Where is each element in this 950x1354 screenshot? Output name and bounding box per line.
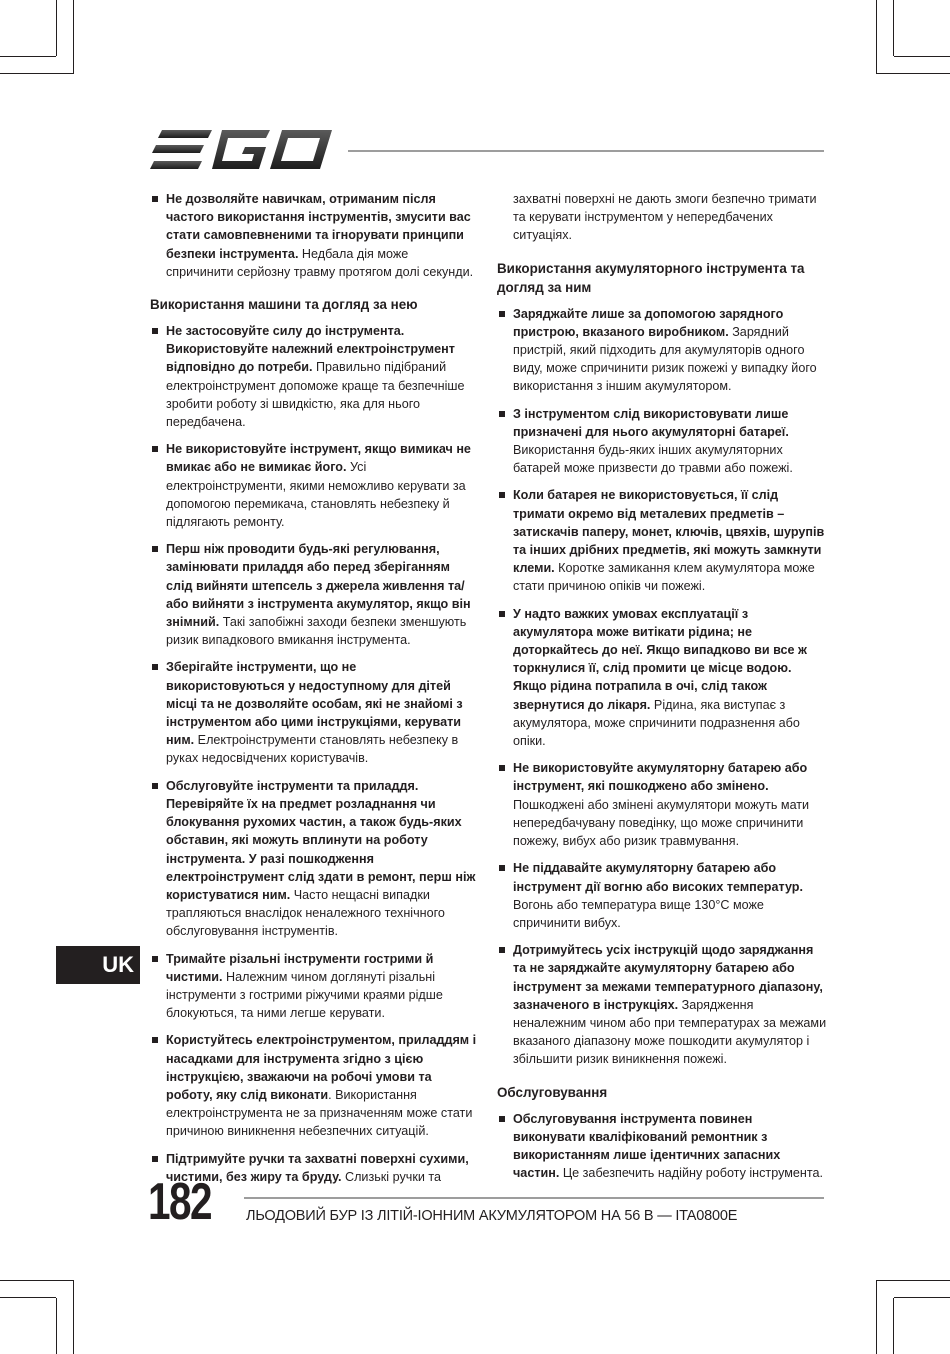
bullet-icon [152,446,158,452]
item-bold-text: Не піддавайте акумуляторну батарею або інструмент дії вогню або високих температур. [513,861,803,894]
list-item [497,859,827,932]
item-text: Використання будь-яких інших акумуляторних батарей може призвести до травми або пожежі. [513,443,793,476]
list-item [497,486,827,595]
item-bold-text: Не використовуйте інструмент, якщо вимикач не вмикає або не вимикає його. [166,442,471,475]
bullet-icon [152,664,158,670]
item-bold-text: Не дозволяйте навичкам, отриманим після частого використання інструментів, змусити вас стати самовпевненими та ігнорувати принципи безпеки інструмента. [166,192,471,261]
item-text: Рідина, яка виступає з акумулятора, може спричинити подразнення або опіки. [513,697,800,749]
bullet-icon [152,546,158,552]
list-item [150,658,478,767]
crop-mark [876,0,877,74]
item-bold-text: Тримайте різальні інструменти гострими й чистими. [166,951,434,984]
list-item [150,950,478,1023]
section-heading: Використання машини та догляд за нею [150,297,418,313]
item-bold-text: Користуйтесь електроінструментом, приладдям і насадками для інструмента згідно з цією інструкцією, зважаючи на робочі умови та роботу, яку слід виконати [166,1033,477,1102]
crop-mark [876,1280,950,1281]
list-item [497,405,827,478]
item-text: Недбала дія може спричинити серйозну травму протягом долі секунди. [166,246,474,279]
crop-mark [0,56,56,57]
footer-rule [244,1197,824,1199]
list-item [150,440,478,531]
list-item [497,941,827,1068]
crop-mark [0,1297,56,1298]
bullet-icon [499,947,505,953]
list-item [497,1110,827,1183]
bullet-icon [152,328,158,334]
item-text: Правильно підібраний електроінструмент допоможе краще та безпечніше зробити роботу зі швидкістю, яка для нього передбачена. [166,360,465,430]
crop-mark [56,0,57,56]
bullet-icon [152,1156,158,1162]
bullet-icon [499,411,505,417]
crop-mark [876,1280,877,1354]
item-bold-text: З інструментом слід використовувати лише призначені для нього акумуляторні батареї. [513,406,789,439]
item-text: Належним чином доглянуті різальні інструменти з гострими ріжучими краями рідше блокуються, та ними легше керувати. [166,969,443,1021]
item-bold-text: Обслуговуйте інструменти та приладдя. Перевіряйте їх на предмет розладнання чи блокування рухомих частин, а також будь-яких обставин, які можуть вплинути на роботу інструмента. У разі пошкодження електроінструмент слід здати в ремонт, перш ніж користуватися ним. [166,778,476,902]
bullet-icon [152,956,158,962]
page-number: 182 [148,1173,211,1231]
item-bold-text: Зберігайте інструменти, що не використовуються у недоступному для дітей місці та не дозволяйте особам, які не знайомі з інструментом або цими інструкціями, керувати ним. [166,660,463,748]
crop-mark [894,1297,950,1298]
bullet-icon [152,1037,158,1043]
left-column [150,190,478,1195]
crop-mark [73,1280,74,1354]
item-text: Слизькі ручки та [341,1169,441,1184]
bullet-icon [499,765,505,771]
list-item [497,305,827,396]
language-tab [56,946,140,984]
item-text: Електроінструменти становлять небезпеку в руках недосвідчених користувачів. [166,733,459,766]
section-heading: Використання акумуляторного інструмента та догляд за ним [497,260,805,295]
list-item [150,777,478,941]
item-bold-text: Дотримуйтесь усіх інструкцій щодо заряджання та не заряджайте акумуляторну батарею або інструмент за межами температурного діапазону, зазначеного в інструкціях. [513,943,823,1012]
bullet-icon [499,611,505,617]
item-text: Зарядний пристрій, який підходить для акумуляторів одного виду, може спричинити ризик пожежі у випадку його використання з іншим акумулятором. [513,324,817,394]
item-bold-text: У надто важких умовах експлуатації з акумулятора може витікати рідина; не доторкайтесь до неї. Якщо випадково ви все ж торкнулися її, слід промити це місце водою. Якщо рідина потрапила в очі, слід також звернутися до лікаря. [513,606,807,712]
bullet-icon [152,783,158,789]
language-tab-label: UK [102,952,134,977]
item-text: Пошкоджені або змінені акумулятори можуть мати непередбачувану поведінку, що може спричинити пожежу, вибух або ризик травмування. [513,797,810,849]
list-item [150,540,478,649]
item-bold-text: Коли батарея не використовується, її слід тримати окремо від металевих предметів – затискачів паперу, монет, ключів, цвяхів, шурупів та інших дрібних предметів, які можуть замкнути клеми. [513,488,825,576]
list-item [150,322,478,431]
item-text: Усі електроінструменти, якими неможливо керувати за допомогою перемикача, становлять небезпеку й підлягають ремонту. [166,460,466,530]
item-bold-text: Заряджайте лише за допомогою зарядного пристрою, вказаного виробником. [513,306,784,339]
list-item [150,1031,478,1140]
header-rule [348,150,824,152]
crop-mark [876,73,950,74]
bullet-icon [499,1116,505,1122]
footer-title: ЛЬОДОВИЙ БУР ІЗ ЛІТІЙ-ІОННИМ АКУМУЛЯТОРОМ НА 56 В — ITA0800E [246,1208,738,1224]
item-bold-text: Не застосовуйте силу до інструмента. Використовуйте належний електроінструмент відповідно до потреби. [166,324,455,375]
ego-logo [150,128,332,172]
crop-mark [56,1298,57,1354]
list-item [150,190,478,281]
crop-mark [894,56,950,57]
item-bold-text: Не використовуйте акумуляторну батарею або інструмент, які пошкоджено або змінено. [513,761,808,794]
crop-mark [893,1298,894,1354]
item-bold-text: Обслуговування інструмента повинен виконувати кваліфікований ремонтник з використанням лише ідентичних запасних частин. [513,1111,781,1181]
list-item [497,605,827,751]
crop-mark [73,0,74,74]
crop-mark [893,0,894,56]
item-text: Коротке замикання клем акумулятора може стати причиною опіків чи пожежі. [513,561,815,594]
bullet-icon [499,492,505,498]
item-bold-text: Підтримуйте ручки та захватні поверхні сухими, чистими, без жиру та бруду. [166,1151,469,1184]
right-column [497,190,827,1191]
item-text: Такі запобіжні заходи безпеки зменшують ризик випадкового вмикання інструмента. [166,615,467,648]
item-text: Зарядження неналежним чином або при температурах за межами вказаного діапазону може пошкодити акумулятор і збільшити ризик виникнення пожежі. [513,997,827,1067]
item-text: . Використання електроінструмента не за призначенням може стати причиною виникнення небезпечних ситуацій. [166,1087,473,1139]
crop-mark [0,73,74,74]
item-text: Це забезпечить надійну роботу інструмента. [559,1166,823,1181]
bullet-icon [499,311,505,317]
section-heading: Обслуговування [497,1084,608,1100]
item-text: Часто нещасні випадки трапляються внаслідок неналежного технічного обслуговування інструментів. [166,887,445,939]
list-item [497,759,827,850]
item-text: Вогонь або температура вище 130°C може спричинити вибух. [513,897,764,930]
bullet-icon [499,865,505,871]
crop-mark [0,1280,74,1281]
item-bold-text: Перш ніж проводити будь-які регулювання, замінювати приладдя або перед зберіганням слід вийняти штепсель з джерела живлення та/або вийняти з інструмента акумулятор, якщо він знімний. [166,542,471,630]
bullet-icon [152,196,158,202]
continuation-text: захватні поверхні не дають змоги безпечно тримати та керувати інструментом у непередбачених ситуаціях. [513,192,817,243]
